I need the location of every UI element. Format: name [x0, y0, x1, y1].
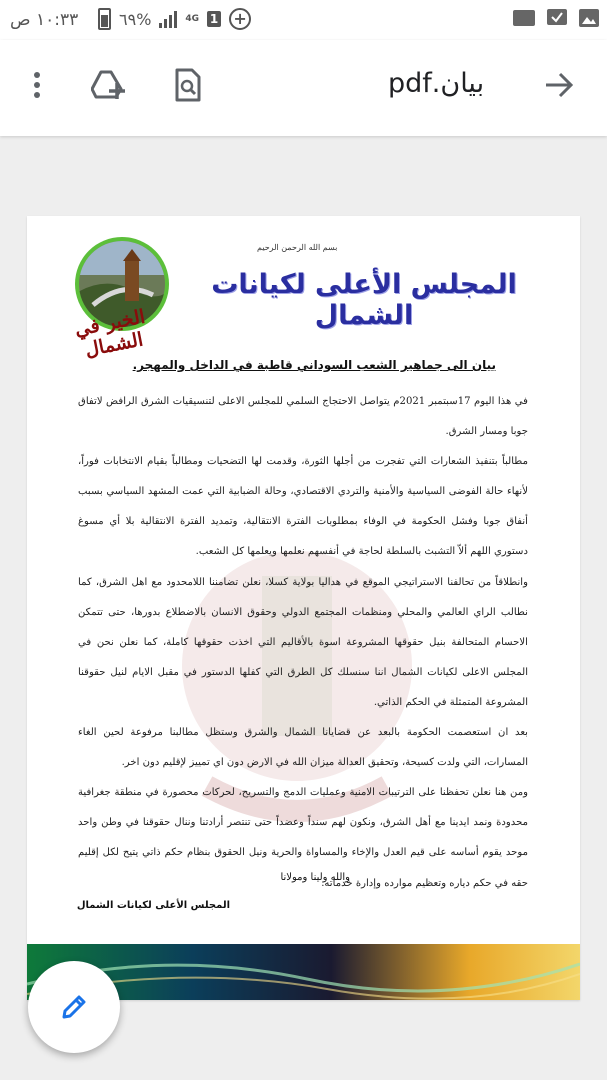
- check-icon: [547, 9, 567, 27]
- find-in-page-icon[interactable]: [163, 60, 213, 110]
- closing-line: والله ولينا ومولانا: [280, 872, 350, 883]
- battery-level: ٦٩%: [119, 9, 152, 29]
- notification-icons: [513, 9, 599, 27]
- mail-icon: [513, 10, 535, 26]
- paragraph: مطالباً بتنفيذ الشعارات التي تفجرت من أجلها الثورة، وقدمت لها التضحيات ومطالباً بقيام الانتخابات فوراً، لأنهاء حالة الفوضى السياسية والأمنية والتردي الاقتصادي، وحالة الضبابية التي عمت المشهد السياسي بسبب أنفاق جوبا وفشل الحكومة في الوفاء بمطلوبات الفترة الانتقالية، وتمديد الفترة الانتقالية بلا أي مسوغ دستوري اللهم ألاّ التشبث بالسلطة لحاجة في أنفسهم نعلمها ويعلمها كل الشعب.: [78, 456, 528, 558]
- paragraph: وانطلاقاً من تحالفنا الاستراتيجي الموقع في هداليا بولاية كسلا، نعلن تضامننا اللامحدود مع اهل الشرق، كما نطالب الراي العالمي والمحلي ومنظمات المجتمع الدولي وحقوق الانسان بالاضطلاع بدورها، حتى تتمكن الاحسام المتحالفة بنيل حقوقها المشروعة اسوة بالأقاليم التي اخذت حقوقها كاملة، كما نعلن نحن في المجلس الاعلى لكيانات الشمال اننا سنسلك كل الطرق التي كفلها الدستور في مقبل الايام لنيل حقوقنا المشروعة المتمثلة في الحكم الذاتي.: [78, 576, 528, 708]
- photo-icon: [579, 9, 599, 27]
- forward-arrow-icon[interactable]: [534, 60, 584, 110]
- add-to-drive-icon[interactable]: [84, 60, 134, 110]
- statement-headline: بيان الى جماهير الشعب السوداني قاطبة في الداخل والمهجر.: [132, 358, 496, 372]
- signature: المجلس الأعلى لكيانات الشمال: [76, 900, 230, 911]
- paragraph: في هذا اليوم 17سبتمبر 2021م يتواصل الاحتجاج السلمي للمجلس الاعلى لتنسيقيات الشرق الرافض لاتفاق جوبا ومسار الشرق.: [78, 396, 528, 438]
- app-bar: [0, 40, 607, 136]
- paragraph: بعد ان استعصمت الحكومة بالبعد عن قضايانا الشمال والشرق وستظل مطالبنا مرفوعة لحين الغاء المسارات، التي ولدت كسيحة، وتحقيق العدالة ميزان الله في الارض دون اي تمييز لإقليم دون اخر.: [78, 727, 528, 769]
- organization-title: المجلس الأعلى لكيانات الشمال: [211, 269, 517, 331]
- edit-fab-button[interactable]: [28, 961, 120, 1053]
- status-time: ١٠:٣٣ ص: [10, 10, 79, 30]
- signal-icon: [159, 10, 177, 28]
- sim-badge: 1: [207, 11, 221, 27]
- network-type: 4G: [185, 14, 200, 24]
- more-vert-icon[interactable]: [12, 60, 62, 110]
- logo-caption: الخير في الشمال: [72, 305, 147, 362]
- pdf-page[interactable]: [27, 216, 580, 1000]
- document-title: بيان.pdf: [388, 68, 485, 99]
- add-circle-icon: +: [229, 8, 251, 30]
- paragraph: ومن هنا نعلن تحفظنا على الترتيبات الامنية وعمليات الدمج والتسريح، لحركات محصورة في منطقة جغرافية محدودة ونمد ايدينا مع أهل الشرق، ونكون لهم سنداً وعضداً حتى تنتصر أرادتنا وننال حقوقنا في وطن واحد موحد يقوم أساسه على قيم العدل والإخاء والمساواة والحرية ونيل الحقوق بنظام حكم ذاتي يتيح لكل إقليم حقه في حكم دياره وتعظيم موارده وإدارة خدماته.: [78, 787, 528, 889]
- statement-body: [78, 387, 528, 899]
- status-indicators: [98, 8, 251, 30]
- edit-pencil-icon: [59, 992, 89, 1022]
- basmala: بسم الله الرحمن الرحيم: [257, 243, 338, 252]
- status-bar: [0, 0, 607, 40]
- battery-icon: [98, 8, 111, 30]
